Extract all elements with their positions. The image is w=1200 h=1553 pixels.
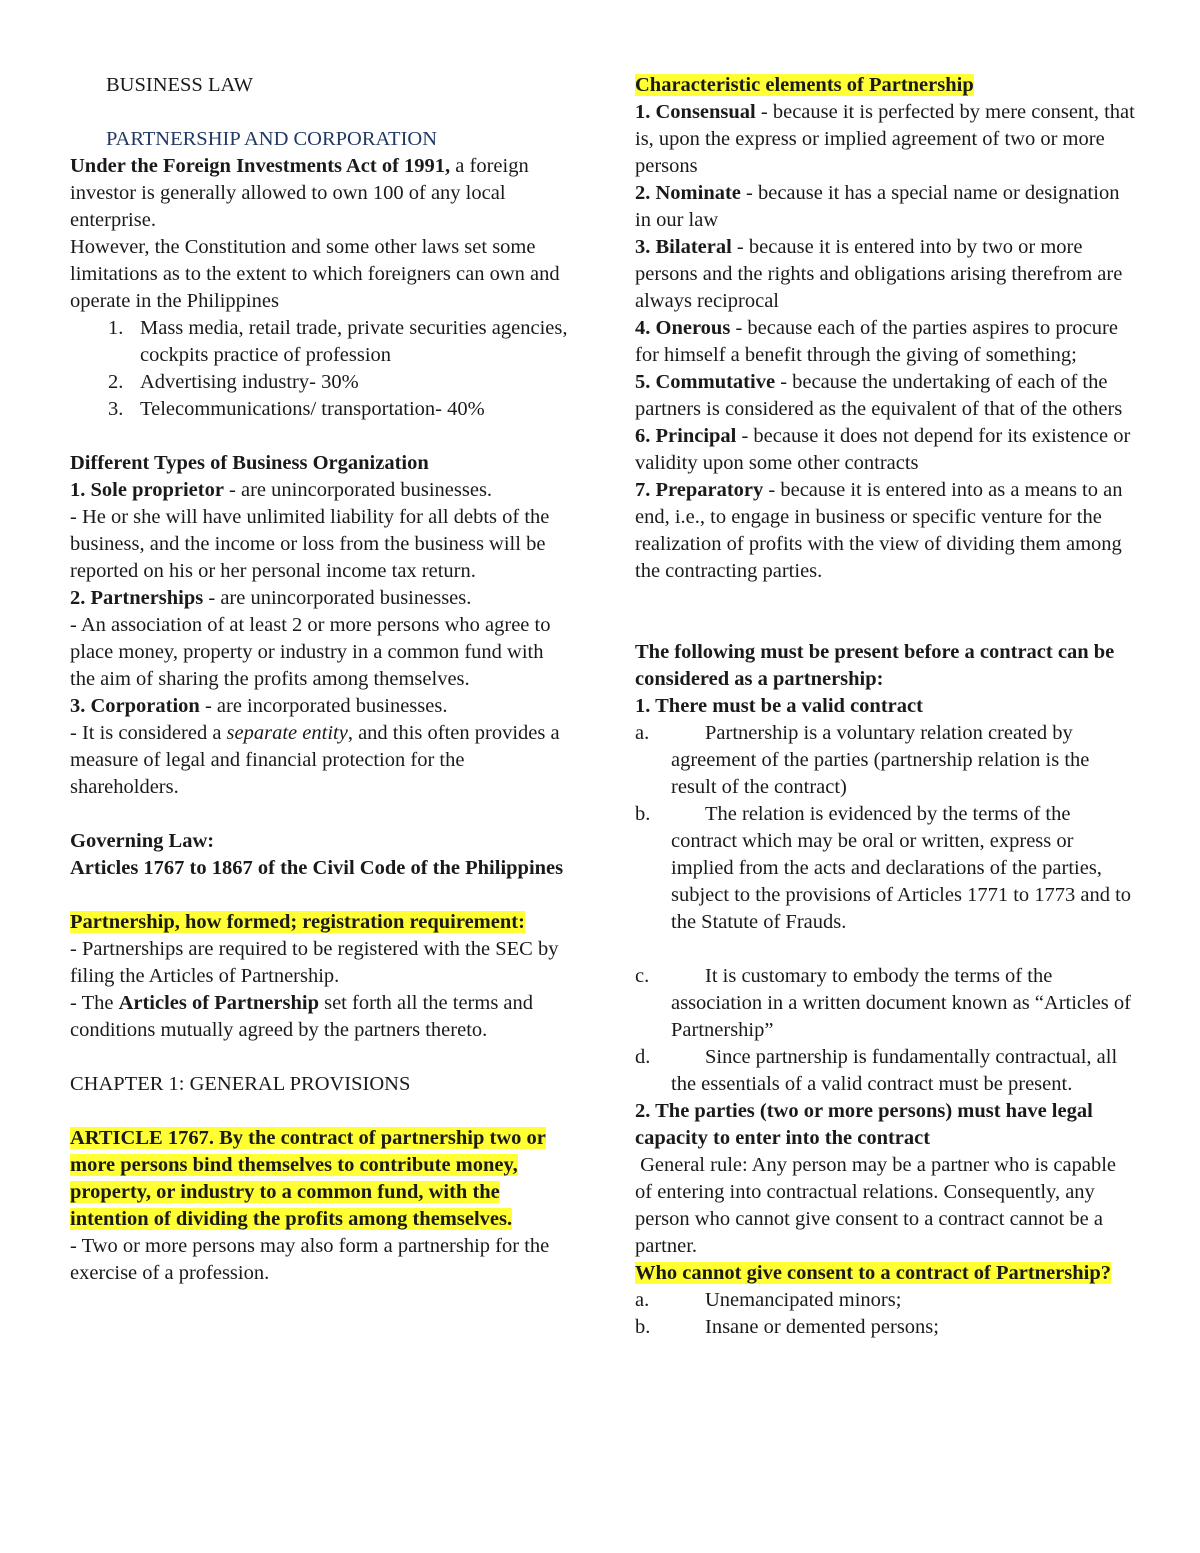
list-item: b. The relation is evidenced by the terms of the contract which may be oral or written, express or implied from the acts and declarations of the parties, subject to the provisions of Articles 1771 to 1773 and to the Statute of Frauds. bbox=[635, 803, 1132, 933]
intro-rest: a foreign investor is generally allowed to own 100 of any local enterprise. bbox=[70, 155, 529, 231]
element-item: 4. Onerous - because each of the parties aspires to procure for himself a benefit through the giving of something; bbox=[635, 317, 1118, 366]
type-detail: - An association of at least 2 or more persons who agree to place money, property or industry in a common fund with the aim of sharing the profits among themselves. bbox=[70, 614, 551, 690]
article-note: - Two or more persons may also form a partnership for the exercise of a profession. bbox=[70, 1235, 550, 1284]
element-item: 5. Commutative - because the undertaking of each of the partners is considered as the equivalent of that of the others bbox=[635, 371, 1123, 420]
intro-paragraph bbox=[70, 153, 570, 234]
list-item: a. Unemancipated minors; bbox=[635, 1289, 902, 1311]
list-item: b. Insane or demented persons; bbox=[635, 1316, 939, 1338]
cannot-consent-heading: Who cannot give consent to a contract of Partnership? bbox=[635, 1262, 1112, 1284]
type-detail: - He or she will have unlimited liability for all debts of the business, and the income or loss from the business will be reported on his or her personal income tax return. bbox=[70, 506, 550, 582]
formed-line-2: - The Articles of Partnership set forth all the terms and conditions mutually agreed by the partners thereto. bbox=[70, 992, 534, 1041]
elements-heading: Characteristic elements of Partnership bbox=[635, 74, 974, 96]
element-item: 6. Principal - because it does not depend for its existence or validity upon some other contracts bbox=[635, 425, 1131, 474]
requirement-1-list bbox=[635, 720, 1135, 1098]
cannot-consent-list bbox=[635, 1287, 1135, 1341]
article-1767: ARTICLE 1767. By the contract of partnership two or more persons bind themselves to contribute money, property, or industry to a common fund, with the intention of dividing the profits among themselves. bbox=[70, 1127, 546, 1230]
element-item: 2. Nominate - because it has a special name or designation in our law bbox=[635, 182, 1120, 231]
intro-bold: Under the Foreign Investments Act of 1991, bbox=[70, 155, 451, 177]
formed-heading: Partnership, how formed; registration requirement: bbox=[70, 911, 525, 933]
limits-list bbox=[70, 315, 570, 423]
right-column bbox=[635, 72, 1135, 1341]
type-item: 3. Corporation - are incorporated businesses. bbox=[70, 695, 448, 717]
however-paragraph: However, the Constitution and some other laws set some limitations as to the extent to which foreigners can own and operate in the Philippines bbox=[70, 236, 560, 312]
types-heading: Different Types of Business Organization bbox=[70, 452, 429, 474]
left-column bbox=[70, 72, 570, 1287]
general-rule: General rule: Any person may be a partner who is capable of entering into contractual relations. Consequently, any person who cannot give consent to a contract cannot be a partner. bbox=[635, 1154, 1122, 1257]
list-item: d. Since partnership is fundamentally contractual, all the essentials of a valid contract must be present. bbox=[635, 1046, 1118, 1095]
element-item: 7. Preparatory - because it is entered into as a means to an end, i.e., to engage in business or specific venture for the realization of profits with the view of dividing them among the contracting parties. bbox=[635, 479, 1123, 582]
element-item: 3. Bilateral - because it is entered into by two or more persons and the rights and obligations arising therefrom are always reciprocal bbox=[635, 236, 1123, 312]
chapter-heading: CHAPTER 1: GENERAL PROVISIONS bbox=[70, 1073, 411, 1095]
governing-heading: Governing Law: bbox=[70, 830, 215, 852]
list-item: 2. Advertising industry- 30% bbox=[108, 371, 359, 393]
document-subtitle: PARTNERSHIP AND CORPORATION bbox=[106, 128, 438, 150]
governing-text: Articles 1767 to 1867 of the Civil Code of the Philippines bbox=[70, 857, 564, 879]
type-item: 1. Sole proprietor - are unincorporated businesses. bbox=[70, 479, 493, 501]
formed-line-1: - Partnerships are required to be registered with the SEC by filing the Articles of Partnership. bbox=[70, 938, 559, 987]
requirement-1-heading: 1. There must be a valid contract bbox=[635, 695, 923, 717]
present-heading: The following must be present before a contract can be considered as a partnership: bbox=[635, 641, 1115, 690]
list-item: c. It is customary to embody the terms of the association in a written document known as “Articles of Partnership” bbox=[635, 965, 1131, 1041]
document-title: BUSINESS LAW bbox=[106, 74, 253, 96]
list-item: 3. Telecommunications/ transportation- 40% bbox=[108, 398, 485, 420]
list-item: 1. Mass media, retail trade, private securities agencies, cockpits practice of profession bbox=[108, 317, 568, 366]
requirement-2-heading: 2. The parties (two or more persons) must have legal capacity to enter into the contract bbox=[635, 1100, 1093, 1149]
list-item: a. Partnership is a voluntary relation created by agreement of the parties (partnership relation is the result of the contract) bbox=[635, 722, 1090, 798]
type-item: 2. Partnerships - are unincorporated businesses. bbox=[70, 587, 472, 609]
type-detail: - It is considered a separate entity, and this often provides a measure of legal and financial protection for the shareholders. bbox=[70, 722, 560, 798]
element-item: 1. Consensual - because it is perfected by mere consent, that is, upon the express or implied agreement of two or more persons bbox=[635, 101, 1135, 177]
